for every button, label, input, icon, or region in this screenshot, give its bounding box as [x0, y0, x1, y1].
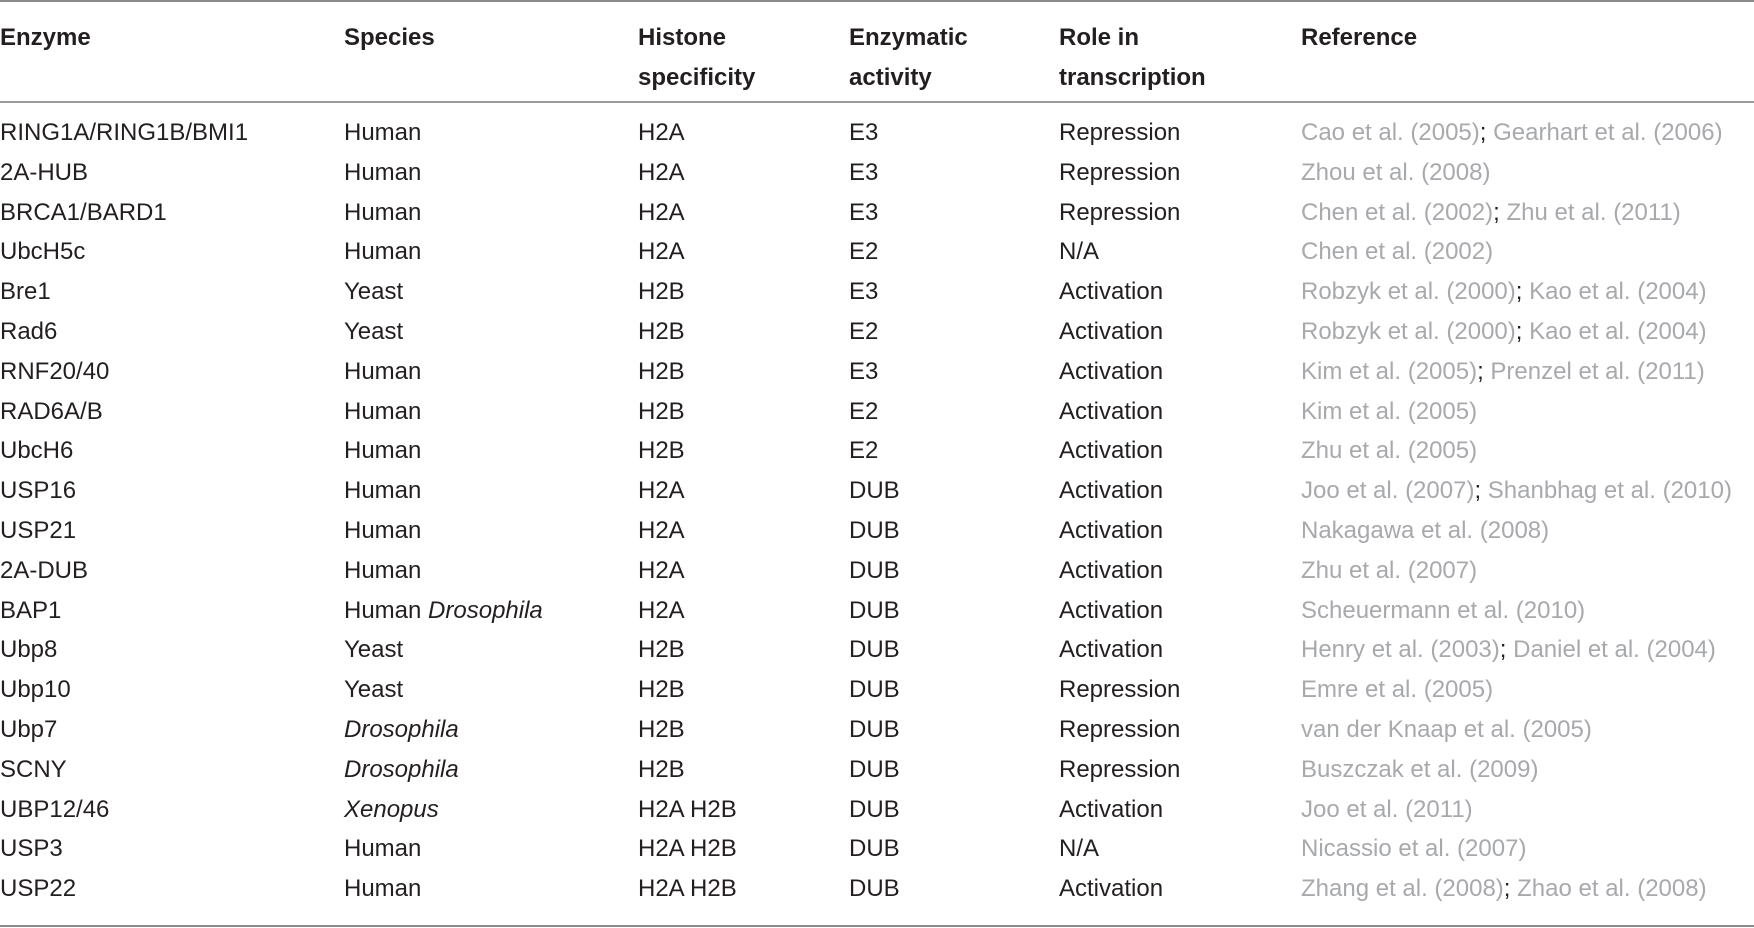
- table-row: [0, 790, 1754, 830]
- cell-role: Repression: [1059, 119, 1181, 146]
- table-row: [0, 193, 1754, 233]
- cell-enzyme: 2A-DUB: [0, 556, 89, 584]
- species-text: Human: [344, 238, 422, 266]
- cell-species: [344, 790, 439, 830]
- species-text: Human: [344, 835, 422, 863]
- cell-enzyme: USP3: [0, 835, 63, 863]
- species-italic-text: Drosophila: [344, 755, 459, 783]
- cell-enzymatic-activity: DUB: [849, 676, 900, 704]
- reference-link[interactable]: van der Knaap et al. (2005): [1301, 715, 1592, 743]
- cell-reference: [1301, 392, 1477, 432]
- cell-reference: [1301, 670, 1493, 710]
- cell-species: [344, 113, 421, 153]
- reference-link[interactable]: Joo et al. (2007): [1301, 477, 1475, 505]
- cell-species: [344, 193, 421, 233]
- table-row: [0, 352, 1754, 392]
- cell-role: Activation: [1059, 875, 1164, 903]
- cell-enzymatic-activity: E3: [849, 158, 879, 186]
- cell-species: [344, 670, 403, 710]
- reference-link[interactable]: Kao et al. (2004): [1529, 278, 1707, 306]
- reference-separator: ;: [1499, 636, 1507, 664]
- reference-link[interactable]: Zhu et al. (2007): [1301, 556, 1478, 584]
- reference-separator: ;: [1515, 278, 1523, 306]
- cell-enzymatic-activity: E3: [849, 198, 879, 226]
- cell-role: N/A: [1059, 238, 1100, 266]
- header-enzyme: [0, 18, 91, 58]
- cell-reference: [1301, 829, 1526, 869]
- cell-species: [344, 511, 421, 551]
- cell-enzyme: Bre1: [0, 278, 51, 306]
- cell-enzyme: 2A-HUB: [0, 158, 89, 186]
- cell-enzyme: SCNY: [0, 755, 67, 783]
- reference-separator: ;: [1493, 198, 1500, 226]
- cell-species: [344, 750, 459, 790]
- species-italic-text: Drosophila: [344, 715, 459, 743]
- cell-role: Activation: [1059, 795, 1164, 823]
- reference-link[interactable]: Nakagawa et al. (2008): [1301, 516, 1550, 544]
- table-row: [0, 272, 1754, 312]
- reference-link[interactable]: Joo et al. (2011): [1301, 795, 1473, 823]
- cell-species: [344, 869, 421, 909]
- cell-enzymatic-activity: E3: [849, 278, 879, 306]
- header-role-line2: transcription: [1059, 64, 1206, 91]
- cell-enzymatic-activity: DUB: [849, 516, 900, 544]
- table-row: [0, 630, 1754, 670]
- species-italic-text: Drosophila: [428, 596, 543, 624]
- cell-role: Activation: [1059, 437, 1164, 465]
- cell-reference: [1301, 551, 1477, 591]
- reference-separator: ;: [1479, 119, 1487, 146]
- cell-reference: [1301, 153, 1490, 193]
- header-role-in-transcription: [1059, 18, 1206, 98]
- cell-enzyme: USP22: [0, 875, 77, 903]
- reference-link[interactable]: Robzyk et al. (2000): [1301, 278, 1516, 306]
- header-histone-line1: Histone: [638, 24, 727, 51]
- species-text: Human: [344, 158, 422, 186]
- cell-role: Repression: [1059, 676, 1181, 704]
- cell-enzyme: Ubp8: [0, 636, 58, 664]
- reference-link[interactable]: Prenzel et al. (2011): [1490, 357, 1705, 385]
- cell-species: [344, 312, 403, 352]
- table-row: [0, 591, 1754, 631]
- table-top-rule: [0, 0, 1754, 2]
- header-species-line: Species: [344, 24, 435, 51]
- cell-enzymatic-activity: DUB: [849, 875, 900, 903]
- species-text: Yeast: [344, 636, 404, 664]
- cell-species: [344, 392, 421, 432]
- header-enzymatic-activity: [849, 18, 968, 98]
- reference-link[interactable]: Scheuermann et al. (2010): [1301, 596, 1586, 624]
- cell-enzyme: BRCA1/BARD1: [0, 198, 167, 226]
- reference-link[interactable]: Chen et al. (2002): [1301, 238, 1494, 266]
- cell-reference: [1301, 591, 1585, 631]
- reference-separator: ;: [1474, 477, 1482, 505]
- cell-histone-specificity: H2A H2B: [638, 795, 737, 823]
- table-bottom-rule: [0, 925, 1754, 927]
- species-text: Yeast: [344, 278, 404, 306]
- cell-enzyme: USP21: [0, 516, 77, 544]
- cell-enzyme: USP16: [0, 477, 77, 505]
- reference-link[interactable]: Cao et al. (2005): [1301, 119, 1480, 146]
- cell-role: Activation: [1059, 636, 1164, 664]
- reference-link[interactable]: Kim et al. (2005): [1301, 357, 1478, 385]
- cell-reference: [1301, 113, 1723, 153]
- cell-histone-specificity: H2A: [638, 158, 685, 186]
- cell-role: Activation: [1059, 397, 1164, 425]
- table-row: [0, 471, 1754, 511]
- cell-role: Activation: [1059, 596, 1164, 624]
- reference-link[interactable]: Kim et al. (2005): [1301, 397, 1478, 425]
- cell-reference: [1301, 710, 1592, 750]
- cell-role: Activation: [1059, 357, 1164, 385]
- cell-reference: [1301, 312, 1707, 352]
- species-italic-text: Xenopus: [344, 795, 439, 823]
- reference-link[interactable]: Chen et al. (2002): [1301, 198, 1494, 226]
- cell-species: [344, 471, 421, 511]
- species-text: Human: [344, 516, 422, 544]
- cell-species: [344, 551, 421, 591]
- cell-histone-specificity: H2A: [638, 596, 685, 624]
- cell-histone-specificity: H2B: [638, 676, 685, 704]
- reference-link[interactable]: Robzyk et al. (2000): [1301, 317, 1516, 345]
- reference-link[interactable]: Zhou et al. (2008): [1301, 158, 1491, 186]
- table-row: [0, 869, 1754, 909]
- cell-role: Repression: [1059, 715, 1181, 743]
- species-text: Human: [344, 397, 422, 425]
- cell-histone-specificity: H2A: [638, 516, 685, 544]
- header-role-line1: Role in: [1059, 24, 1140, 51]
- cell-histone-specificity: H2A: [638, 238, 685, 266]
- header-reference: [1301, 18, 1417, 58]
- cell-enzyme: UbcH6: [0, 437, 74, 465]
- cell-reference: [1301, 471, 1732, 511]
- species-text: Human: [344, 875, 422, 903]
- reference-link[interactable]: Zhao et al. (2008): [1517, 875, 1707, 903]
- table-row: [0, 710, 1754, 750]
- cell-enzymatic-activity: DUB: [849, 755, 900, 783]
- table-row: [0, 312, 1754, 352]
- cell-role: Repression: [1059, 198, 1181, 226]
- reference-link[interactable]: Zhu et al. (2005): [1301, 437, 1478, 465]
- cell-histone-specificity: H2A: [638, 119, 685, 146]
- cell-enzyme: UbcH5c: [0, 238, 86, 266]
- cell-enzymatic-activity: DUB: [849, 636, 900, 664]
- header-histone-line2: specificity: [638, 64, 756, 91]
- header-rule: [0, 101, 1754, 103]
- species-text: Human: [344, 556, 422, 584]
- cell-histone-specificity: H2B: [638, 437, 685, 465]
- cell-enzymatic-activity: E3: [849, 119, 879, 146]
- table-row: [0, 750, 1754, 790]
- reference-separator: ;: [1515, 317, 1523, 345]
- species-text: Human: [344, 198, 422, 226]
- species-text: Yeast: [344, 317, 404, 345]
- cell-enzyme: Ubp10: [0, 676, 71, 704]
- cell-histone-specificity: H2B: [638, 397, 685, 425]
- table-row: [0, 392, 1754, 432]
- cell-species: [344, 829, 421, 869]
- cell-enzymatic-activity: E3: [849, 357, 879, 385]
- cell-species: [344, 352, 421, 392]
- cell-role: Repression: [1059, 755, 1181, 783]
- cell-histone-specificity: H2B: [638, 317, 685, 345]
- table-row: [0, 113, 1754, 153]
- cell-reference: [1301, 193, 1681, 233]
- table-row: [0, 153, 1754, 193]
- cell-histone-specificity: H2B: [638, 755, 685, 783]
- cell-role: Activation: [1059, 278, 1164, 306]
- header-activity-line1: Enzymatic: [849, 24, 968, 51]
- species-text: Human: [344, 357, 422, 385]
- cell-role: N/A: [1059, 835, 1100, 863]
- reference-separator: ;: [1477, 357, 1484, 385]
- table-body: [0, 113, 1754, 909]
- table-row: [0, 829, 1754, 869]
- cell-reference: [1301, 790, 1473, 830]
- cell-reference: [1301, 431, 1477, 471]
- cell-species: [344, 710, 459, 750]
- cell-enzymatic-activity: DUB: [849, 795, 900, 823]
- reference-link[interactable]: Kao et al. (2004): [1529, 317, 1707, 345]
- table-row: [0, 551, 1754, 591]
- cell-enzymatic-activity: E2: [849, 437, 879, 465]
- cell-enzymatic-activity: DUB: [849, 596, 900, 624]
- reference-link[interactable]: Buszczak et al. (2009): [1301, 755, 1539, 783]
- header-enzyme-line: Enzyme: [0, 24, 91, 51]
- cell-role: Activation: [1059, 556, 1164, 584]
- reference-link[interactable]: Nicassio et al. (2007): [1301, 835, 1527, 863]
- reference-link[interactable]: Henry et al. (2003): [1301, 636, 1500, 664]
- cell-enzymatic-activity: DUB: [849, 477, 900, 505]
- cell-histone-specificity: H2A H2B: [638, 875, 737, 903]
- header-activity-line2: activity: [849, 64, 932, 91]
- reference-link[interactable]: Zhang et al. (2008): [1301, 875, 1504, 903]
- cell-species: [344, 272, 403, 312]
- cell-enzyme: RING1A/RING1B/BMI1: [0, 119, 249, 146]
- cell-reference: [1301, 352, 1705, 392]
- cell-histone-specificity: H2B: [638, 357, 685, 385]
- cell-enzymatic-activity: E2: [849, 317, 879, 345]
- reference-link[interactable]: Emre et al. (2005): [1301, 676, 1494, 704]
- table-row: [0, 511, 1754, 551]
- cell-enzymatic-activity: DUB: [849, 556, 900, 584]
- cell-species: [344, 630, 403, 670]
- cell-reference: [1301, 511, 1549, 551]
- cell-species: [344, 591, 543, 631]
- header-species: [344, 18, 435, 58]
- cell-species: [344, 153, 421, 193]
- cell-histone-specificity: H2B: [638, 636, 685, 664]
- cell-species: [344, 431, 421, 471]
- cell-reference: [1301, 272, 1707, 312]
- reference-link[interactable]: Gearhart et al. (2006): [1493, 119, 1723, 146]
- cell-enzyme: RAD6A/B: [0, 397, 103, 425]
- species-text: Human: [344, 477, 422, 505]
- cell-reference: [1301, 869, 1707, 909]
- cell-reference: [1301, 232, 1493, 272]
- cell-reference: [1301, 750, 1538, 790]
- cell-enzyme: RNF20/40: [0, 357, 110, 385]
- cell-histone-specificity: H2A: [638, 556, 685, 584]
- cell-enzyme: BAP1: [0, 596, 62, 624]
- cell-enzyme: Ubp7: [0, 715, 58, 743]
- species-text: Human: [344, 119, 422, 146]
- cell-enzymatic-activity: DUB: [849, 835, 900, 863]
- cell-histone-specificity: H2A: [638, 198, 685, 226]
- header-reference-line: Reference: [1301, 24, 1418, 51]
- table-row: [0, 431, 1754, 471]
- cell-histone-specificity: H2A: [638, 477, 685, 505]
- cell-species: [344, 232, 421, 272]
- cell-histone-specificity: H2B: [638, 278, 685, 306]
- species-text: Human: [344, 596, 422, 624]
- reference-separator: ;: [1503, 875, 1511, 903]
- header-histone-specificity: [638, 18, 755, 98]
- cell-enzymatic-activity: E2: [849, 397, 879, 425]
- table-header: [0, 14, 1754, 94]
- cell-role: Activation: [1059, 516, 1164, 544]
- cell-histone-specificity: H2B: [638, 715, 685, 743]
- reference-link[interactable]: Zhu et al. (2011): [1506, 198, 1681, 226]
- species-text: Human: [344, 437, 422, 465]
- cell-enzymatic-activity: E2: [849, 238, 879, 266]
- table-row: [0, 232, 1754, 272]
- reference-link[interactable]: Daniel et al. (2004): [1513, 636, 1716, 664]
- cell-reference: [1301, 630, 1716, 670]
- cell-role: Activation: [1059, 477, 1164, 505]
- reference-link[interactable]: Shanbhag et al. (2010): [1487, 477, 1732, 505]
- cell-enzymatic-activity: DUB: [849, 715, 900, 743]
- cell-role: Activation: [1059, 317, 1164, 345]
- cell-role: Repression: [1059, 158, 1181, 186]
- cell-histone-specificity: H2A H2B: [638, 835, 737, 863]
- table-row: [0, 670, 1754, 710]
- cell-enzyme: Rad6: [0, 317, 58, 345]
- cell-enzyme: UBP12/46: [0, 795, 110, 823]
- species-text: Yeast: [344, 676, 404, 704]
